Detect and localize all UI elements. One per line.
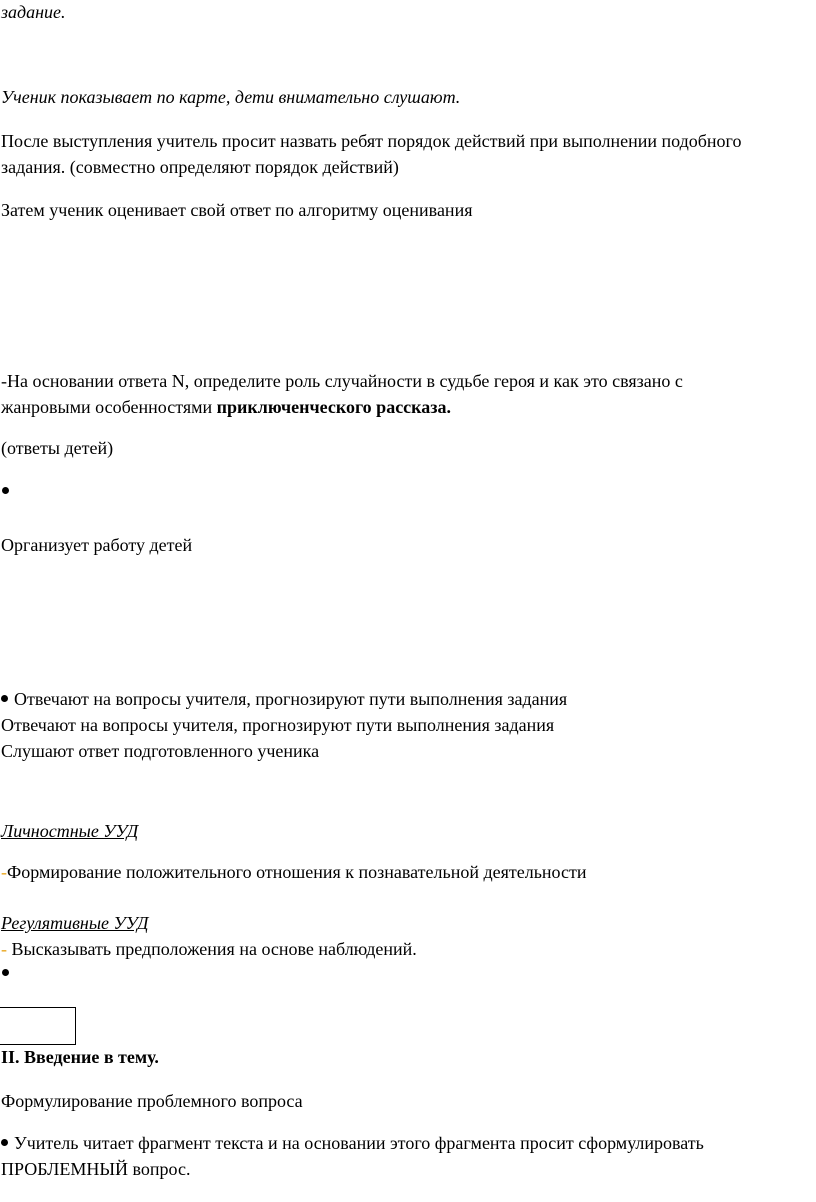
text-line-student-map: Ученик показывает по карте, дети внимательно слушают.: [1, 87, 461, 107]
text-line-teacher-reads: [1, 1132, 704, 1154]
hypotheses-text: Высказывать предположения на основе наблюдений.: [7, 939, 417, 959]
text-line-question: -На основании ответа N, определите роль случайности в судьбе героя и как это связано с: [1, 371, 683, 391]
text-line-formation: [1, 861, 587, 883]
text-line-answers: (ответы детей): [1, 438, 114, 458]
text-line-answer: Отвечают на вопросы учителя, прогнозируют пути выполнения задания: [1, 715, 555, 735]
text-line-genre: [1, 396, 451, 418]
bullet-icon: [2, 487, 9, 494]
genre-bold-text: приключенческого рассказа.: [216, 397, 452, 417]
bullet-icon: [1, 1139, 8, 1146]
dash-mark: -: [1, 939, 7, 959]
formation-text: Формирование положительного отношения к познавательной деятельности: [7, 862, 587, 882]
text-line-answer-bullet: [1, 688, 567, 710]
text-line-task-order: задания. (совместно определяют порядок действий): [1, 157, 399, 177]
bullet-icon: [2, 969, 9, 976]
section-heading-intro: II. Введение в тему.: [1, 1047, 159, 1067]
text-line-task: задание.: [1, 2, 66, 22]
text-line-self-assessment: Затем ученик оценивает свой ответ по алгоритму оценивания: [1, 200, 473, 220]
teacher-reads-text: Учитель читает фрагмент текста и на основании этого фрагмента просит сформулировать: [14, 1133, 704, 1153]
text-line-listen: Слушают ответ подготовленного ученика: [1, 741, 320, 761]
text-line-problem-question: Формулирование проблемного вопроса: [1, 1091, 303, 1111]
text-line-organize: Организует работу детей: [1, 535, 193, 555]
heading-regulatory-uud: Регулятивные УУД: [1, 913, 149, 933]
empty-table-cell: [0, 1007, 76, 1045]
answer-bullet-text: Отвечают на вопросы учителя, прогнозируют пути выполнения задания: [14, 689, 568, 709]
text-line-hypotheses: [1, 938, 417, 960]
bullet-icon: [1, 695, 8, 702]
genre-text: жанровыми особенностями: [1, 397, 217, 417]
text-line-after-speech: После выступления учитель просит назвать ребят порядок действий при выполнении подобного: [1, 131, 742, 151]
heading-personal-uud: Личностные УУД: [1, 821, 139, 841]
dash-mark: -: [1, 862, 7, 882]
text-line-problem: ПРОБЛЕМНЫЙ вопрос.: [1, 1159, 191, 1179]
